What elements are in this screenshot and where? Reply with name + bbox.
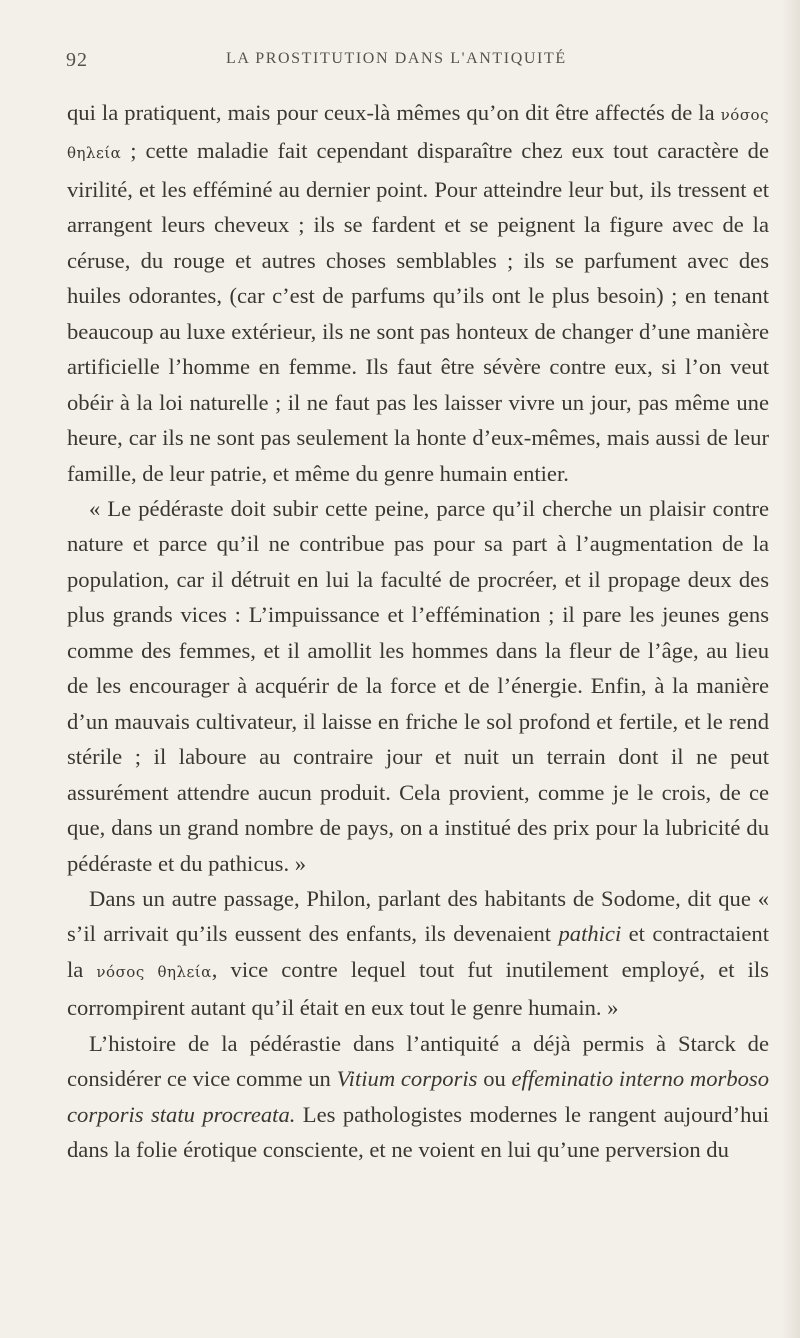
greek-term: νόσος θηλεία (67, 106, 769, 163)
paragraph-1 (67, 95, 769, 491)
text-run: L’histoire de la pédérastie dans l’antiquité a déjà permis à Starck de considérer ce vice comme un (67, 1030, 769, 1092)
text-run: Dans un autre passage, Philon, parlant des habitants de Sodome, dit que « s’il arrivait qu’ils eussent des enfants, ils devenaient (67, 885, 769, 947)
italic-term: pathici (558, 921, 622, 947)
page-edge-shadow (782, 0, 800, 1338)
greek-term: νόσος θηλεία (96, 962, 212, 981)
text-run: ; cette maladie fait cependant disparaître chez eux tout caractère de virilité, et les efféminé au dernier point. Pour atteindre leur but, ils tressent et arrangent leurs cheveux ; ils se fardent et se peignent la figure avec de la céruse, du rouge et autres choses semblables ; ils se parfument avec des huiles odorantes, (car c’est de parfums qu’ils ont le plus besoin) ; en tenant beaucoup au luxe extérieur, ils ne sont pas honteux de changer d’une manière artificielle l’homme en femme. Ils faut être sévère contre eux, si l’on veut obéir à la loi naturelle ; il ne faut pas les laisser vivre un jour, pas même une heure, car ils ne sont pas seulement la honte d’eux-mêmes, mais aussi de leur famille, de leur patrie, et même du genre humain entier. (67, 138, 769, 486)
body-text (67, 95, 769, 1168)
running-title: LA PROSTITUTION DANS L'ANTIQUITÉ (226, 50, 567, 67)
paragraph-3 (67, 881, 769, 1026)
paragraph-2 (67, 491, 769, 881)
text-run: et contractaient la (67, 921, 769, 982)
text-run: qui la pratiquent, mais pour ceux-là mêmes qu’on dit être affectés de la (67, 100, 721, 125)
page-number: 92 (66, 49, 88, 71)
italic-term: effeminatio interno morboso corporis statu procreata. (67, 1066, 770, 1127)
text-run: Les pathologistes modernes le rangent aujourd’hui dans la folie érotique consciente, et ne voient en lui qu’une perversion du (67, 1101, 769, 1163)
running-head (66, 49, 766, 79)
text-run: , vice contre lequel tout fut inutilement employé, et ils corrompirent autant qu’il était en eux tout le genre humain. » (67, 956, 769, 1021)
italic-term: Vitium corporis (336, 1066, 478, 1092)
text-run: « Le pédéraste doit subir cette peine, parce qu’il cherche un plaisir contre nature et parce qu’il ne contribue pas pour sa part à l’augmentation de la population, car il détruit en lui la faculté de procréer, et il propage deux des plus grands vices : L’impuissance et l’effémination ; il pare les jeunes gens comme des femmes, et il amollit les hommes dans la fleur de l’âge, au lieu de les encourager à acquérir de la force et de l’énergie. Enfin, à la manière d’un mauvais cultivateur, il laisse en friche le sol profond et fertile, et le rend stérile ; il laboure au contraire jour et nuit un terrain dont il ne peut assurément attendre aucun produit. Cela provient, comme je le crois, de ce que, dans un grand nombre de pays, on a institué des prix pour la lubricité du pédéraste et du pathicus. » (67, 495, 769, 876)
text-run: ou (477, 1066, 512, 1092)
paragraph-4 (67, 1026, 769, 1168)
